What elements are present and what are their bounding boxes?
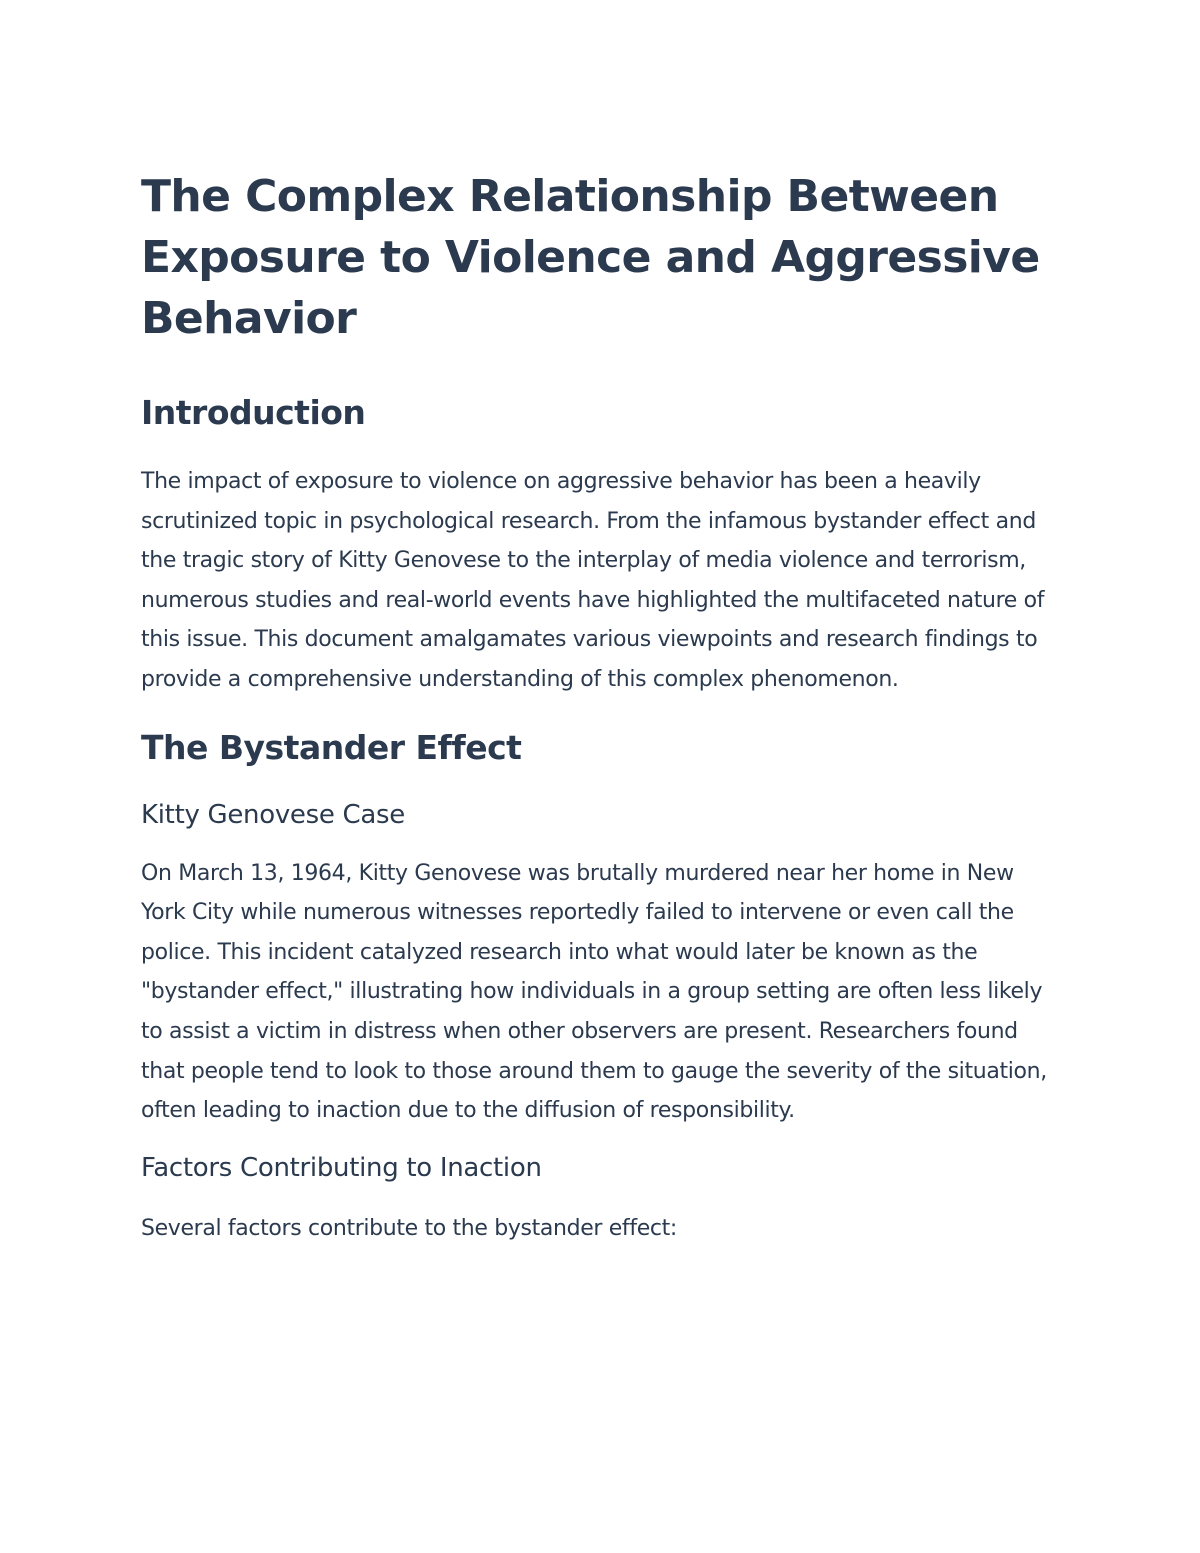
document-title: The Complex Relationship Between Exposure to Violence and Aggressive Behavior <box>141 171 1040 344</box>
section-heading-introduction: Introduction <box>141 393 366 432</box>
factors-paragraph: Several factors contribute to the bystander effect: <box>141 1215 677 1241</box>
introduction-paragraph: The impact of exposure to violence on aggressive behavior has been a heavily scrutinized topic in psychological research. From the infamous bystander effect and the tragic story of Kitty Genovese to the interplay of media violence and terrorism, numerous studies and real-world events have highlighted the multifaceted nature of this issue. This document amalgamates various viewpoints and research findings to provide a comprehensive understanding of this complex phenomenon. <box>141 469 1045 692</box>
section-heading-bystander-effect: The Bystander Effect <box>141 727 522 767</box>
document-page <box>141 166 1061 1248</box>
subsection-heading-factors: Factors Contributing to Inaction <box>141 1152 542 1183</box>
kitty-genovese-paragraph: On March 13, 1964, Kitty Genovese was brutally murdered near her home in New York City while numerous witnesses reportedly failed to intervene or even call the police. This incident catalyzed research into what would later be known as the "bystander effect," illustrating how individuals in a group setting are often less likely to assist a victim in distress when other observers are present. Researchers found that people tend to look to those around them to gauge the severity of the situation, often leading to inaction due to the diffusion of responsibility. <box>141 860 1047 1124</box>
subsection-heading-kitty-genovese: Kitty Genovese Case <box>141 799 405 830</box>
